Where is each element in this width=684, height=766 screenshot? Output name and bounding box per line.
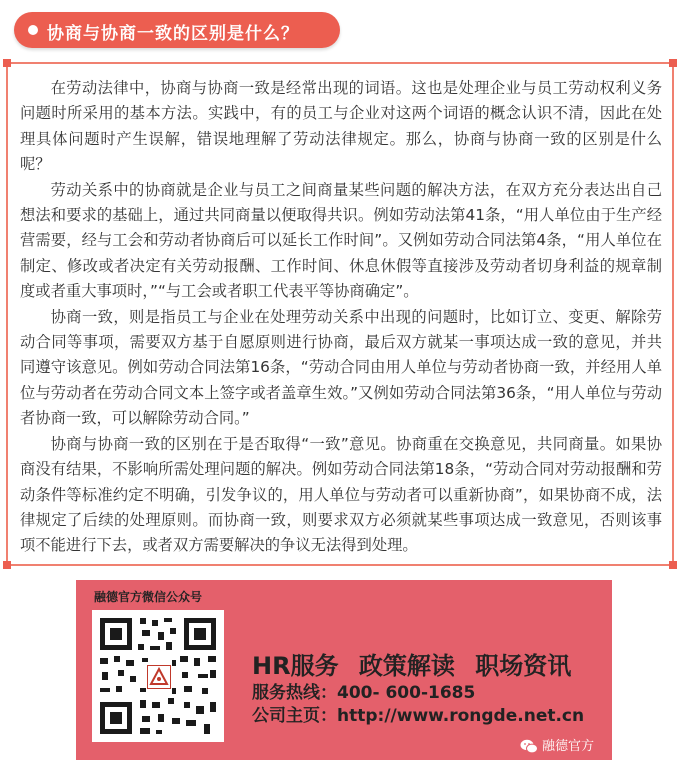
- article-paragraph: 协商一致，则是指员工与企业在处理劳动关系中出现的问题时，比如订立、变更、解除劳动合同等事项，需要双方基于自愿原则进行协商，最后双方就某一事项达成一致的意见，并共同遵守该意见。例如劳动合同法第16条，“劳动合同由用人单位与劳动者协商一致，并经用人单位与劳动者在劳动合同文本上签字或者盖章生效。”又例如劳动合同法第36条，“用人单位与劳动者协商一致，可以解除劳动合同。”: [20, 307, 662, 428]
- wechat-account-name: 融德官方: [541, 739, 594, 754]
- section-title: 协商与协商一致的区别是什么？: [47, 24, 299, 44]
- wechat-icon: [520, 739, 538, 754]
- qr-code[interactable]: [92, 610, 224, 742]
- frame-corner-bottom-right: [669, 561, 677, 569]
- frame-corner-top-left: [3, 59, 11, 67]
- article-paragraph: 在劳动法律中，协商与协商一致是经常出现的词语。这也是处理企业与员工劳动权利义务问题时所采用的基本方法。实践中，有的员工与企业对这两个词语的概念认识不清，因此在处理具体问题时产生误解，错误地理解了劳动法律规定。那么，协商与协商一致的区别是什么呢？: [20, 79, 662, 174]
- article-body: [20, 76, 662, 559]
- article-paragraph: 劳动关系中的协商就是企业与员工之间商量某些问题的解决方法，在双方充分表达出自己想法和要求的基础上，通过共同商量以便取得共识。例如劳动法第41条，“用人单位由于生产经营需要，经与工会和劳动者协商后可以延长工作时间”。又例如劳动合同法第4条，“用人单位在制定、修改或者决定有关劳动报酬、工作时间、休息休假等直接涉及劳动者切身利益的规章制度或者重大事项时，”“与工会或者职工代表平等协商确定”。: [20, 180, 662, 301]
- section-title-pill: [14, 12, 340, 48]
- frame-corner-bottom-left: [3, 561, 11, 569]
- promo-banner: [76, 580, 612, 760]
- bullet-dot-icon: [28, 25, 38, 35]
- article-paragraph: 协商与协商一致的区别在于是否取得“一致”意见。协商重在交换意见，共同商量。如果协商没有结果，不影响所需处理问题的解决。例如劳动合同法第18条，“劳动合同对劳动报酬和劳动条件等标准约定不明确，引发争议的，用人单位与劳动者可以重新协商”，如果协商不成，法律规定了后续的处理原则。而协商一致，则要求双方必须就某些事项达成一致意见，否则该事项不能进行下去，或者双方需要解决的争议无法得到处理。: [20, 434, 662, 555]
- banner-label: 融德官方微信公众号: [94, 590, 203, 604]
- service-hotline: 服务热线：400- 600-1685: [252, 683, 476, 703]
- company-homepage[interactable]: 公司主页：http://www.rongde.net.cn: [252, 706, 585, 726]
- logo-icon: [147, 665, 171, 689]
- wechat-account-tag: [520, 735, 594, 754]
- frame-corner-top-right: [669, 59, 677, 67]
- banner-tagline: HR服务 政策解读 职场资讯: [252, 652, 572, 680]
